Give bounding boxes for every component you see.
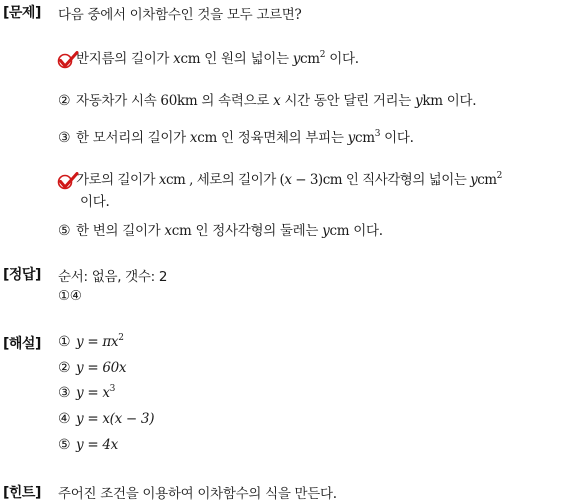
explanation-item: ③ $y = x^3$ <box>58 384 116 401</box>
explanation-item: ② y = 60x <box>58 360 127 376</box>
hint-text: 주어진 조건을 이용하여 이차함수의 식을 만든다. <box>58 486 337 502</box>
explanation-item: ① $y = \pi x^2$ <box>58 333 124 350</box>
choice-4: 가로의 길이가 xcm , 세로의 길이가 (x − 3)cm 인 직사각형의 넓이는 ycm$^2$ <box>58 168 502 188</box>
explanation-tag: [해설] <box>3 336 41 352</box>
problem-tag: [문제] <box>3 5 41 21</box>
explanation-item: ⑤ y = 4x <box>58 437 118 453</box>
question-text: 다음 중에서 이차함수인 것을 모두 고르면? <box>58 7 302 23</box>
choice-5: ⑤ 한 변의 길이가 xcm 인 정사각형의 둘레는 ycm 이다. <box>58 223 383 239</box>
choice-number: ⑤ <box>58 223 71 239</box>
choice-number: ③ <box>58 130 71 146</box>
answer-choices: ①④ <box>58 288 82 304</box>
choice-3: ③ 한 모서리의 길이가 xcm 인 정육면체의 부피는 ycm$^3$ 이다. <box>58 129 414 146</box>
choice-4-continuation: 이다. <box>80 194 110 210</box>
choice-1: 반지름의 길이가 xcm 인 원의 넓이는 ycm$^2$ 이다. <box>58 47 359 67</box>
hint-tag: [힌트] <box>3 485 41 501</box>
answer-summary: 순서: 없음, 갯수: 2 <box>58 269 168 285</box>
explanation-item: ④ y = x(x − 3) <box>58 411 155 427</box>
choice-number: ② <box>58 93 71 109</box>
choice-2: ② 자동차가 시속 60km 의 속력으로 x 시간 동안 달린 거리는 ykm 이다. <box>58 93 477 109</box>
answer-tag: [정답] <box>3 267 41 283</box>
